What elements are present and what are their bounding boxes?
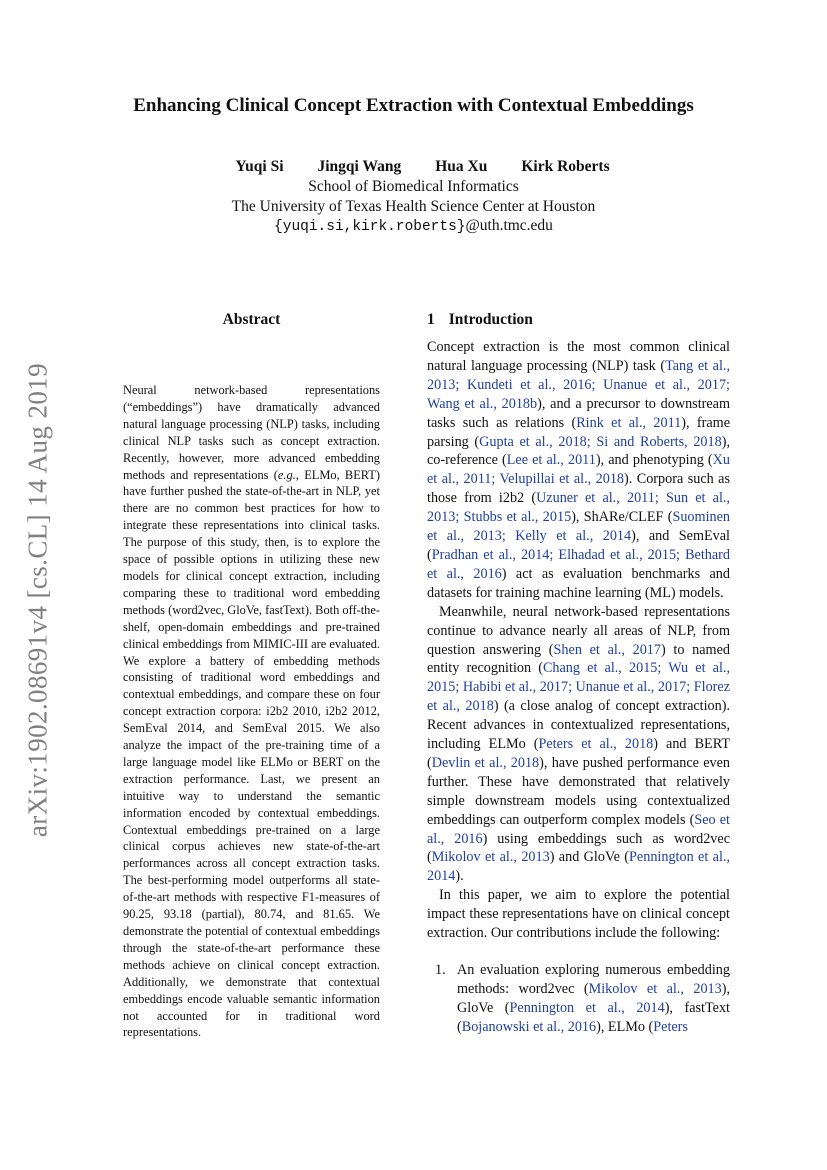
body-text: ), fastText (: [457, 999, 730, 1035]
introduction-body: [427, 338, 730, 1037]
citation-link[interactable]: Gupta et al., 2018; Si and Roberts, 2018: [479, 433, 722, 450]
body-text: ), have pushed performance even further. These have demonstrated that relatively simple downstream models using contextualized embeddings can outperform complex models (: [427, 754, 730, 828]
citation-link[interactable]: Mikolov et al., 2013: [431, 849, 550, 866]
citation-link[interactable]: Pennington et al., 2014: [509, 999, 665, 1016]
body-text: Meanwhile, neural network-based representations continue to advance nearly all areas of NLP, from question answering (: [427, 603, 730, 658]
author-email: [0, 216, 827, 238]
citation-link[interactable]: Mikolov et al., 2013: [588, 980, 722, 997]
intro-paragraph-1: [427, 338, 730, 603]
body-text: ), and SemEval (: [427, 528, 731, 563]
citation-link[interactable]: Seo et al., 2016: [427, 811, 730, 847]
body-text: ).: [455, 868, 464, 885]
citation-link[interactable]: Devlin et al., 2018: [431, 754, 540, 771]
body-text: ) and GloVe (: [549, 849, 630, 866]
abstract-body: [123, 382, 380, 1041]
body-text: In this paper, we aim to explore the potential impact these representations have on clinical concept extraction. Our contributions include the following:: [427, 887, 730, 942]
body-text: ), GloVe (: [457, 980, 731, 1016]
body-text: ), and a precursor to downstream tasks such as relations (: [427, 395, 730, 431]
intro-paragraph-3: [427, 886, 730, 943]
body-text: ), ELMo (: [596, 1018, 654, 1035]
body-text: ), ShARe/CLEF (: [571, 509, 673, 526]
author-list: [9, 157, 827, 177]
citation-link[interactable]: Pradhan et al., 2014; Elhadad et al., 2015; Bethard et al., 2016: [427, 546, 730, 582]
abstract-eg: e.g.: [277, 467, 296, 482]
citation-link[interactable]: Uzuner et al., 2011; Sun et al., 2013; Stubbs et al., 2015: [427, 490, 730, 526]
body-text: ) using embeddings such as word2vec (: [427, 830, 730, 866]
body-text: ), and phenotyping (: [595, 452, 713, 469]
paper-title: Enhancing Clinical Concept Extraction with Contextual Embeddings: [133, 95, 694, 116]
arxiv-stamp: arXiv:1902.08691v4 [cs.CL] 14 Aug 2019: [22, 362, 53, 838]
section-heading-introduction: [427, 310, 533, 330]
citation-link[interactable]: Shen et al., 2017: [553, 641, 661, 658]
affiliation-university: The University of Texas Health Science Center at Houston: [231, 197, 596, 215]
citation-link[interactable]: Pennington et al., 2014: [427, 849, 730, 885]
email-domain: @uth.tmc.edu: [465, 217, 553, 234]
author-name: Hua Xu: [435, 158, 488, 175]
abstract-text: , ELMo, BERT) have further pushed the state-of-the-art in NLP, yet there are no common best practices for how to integrate these representations into clinical tasks. The purpose of this study, then, is to explore the space of possible options in utilizing these new models for clinical concept extraction, including comparing these to traditional word embedding methods (word2vec, GloVe, fastText). Both off-the-shelf, open-domain embeddings and pre-trained clinical embeddings from MIMIC-III are evaluated. We explore a battery of embedding methods consisting of traditional word embeddings and contextual embeddings, and compare these on four concept extraction corpora: i2b2 2010, i2b2 2012, SemEval 2014, and SemEval 2015. We also analyze the impact of the pre-training time of a large language model like ELMo or BERT on the extraction performance. Last, we present an intuitive way to understand the semantic information encoded by contextual embeddings. Contextual embeddings pre-trained on a large clinical corpus achieves new state-of-the-art performances across all concept extraction tasks. The best-performing model outperforms all state-of-the-art methods with respective F1-measures of 90.25, 93.18 (partial), 80.74, and 81.65. We demonstrate the potential of contextual embeddings through the state-of-the-art performance these methods achieve on clinical concept extraction. Additionally, we demonstrate that contextual embeddings encode valuable semantic information not accounted for in traditional word representations.: [123, 467, 380, 1040]
list-item-text: [457, 962, 730, 1035]
author-name: Yuqi Si: [235, 158, 284, 175]
abstract-heading: Abstract: [222, 311, 281, 328]
section-number: 1: [427, 311, 435, 328]
citation-link[interactable]: Lee et al., 2011: [506, 452, 596, 469]
list-item: [427, 961, 730, 1037]
intro-paragraph-2: [427, 603, 730, 887]
section-title: Introduction: [448, 311, 533, 328]
author-name: Jingqi Wang: [317, 158, 402, 175]
body-text: ) act as evaluation benchmarks and datasets for training machine learning (ML) models.: [427, 565, 730, 601]
citation-link[interactable]: Xu et al., 2011; Velupillai et al., 2018: [427, 452, 730, 488]
body-text: ) (a close analog of concept extraction). Recent advances in contextualized representations, including ELMo (: [427, 698, 731, 753]
body-text: ). Corpora such as those from i2b2 (: [427, 471, 730, 507]
citation-link[interactable]: Rink et al., 2011: [576, 414, 682, 431]
author-name: Kirk Roberts: [521, 158, 610, 175]
affiliation-school: School of Biomedical Informatics: [308, 178, 519, 195]
body-text: Concept extraction is the most common clinical natural language processing (NLP) task (: [427, 339, 730, 374]
list-marker: 1.: [435, 962, 446, 978]
citation-link[interactable]: Peters et al., 2018: [538, 736, 654, 753]
body-text: ), co-reference (: [427, 433, 730, 469]
citation-link[interactable]: Bojanowski et al., 2016: [461, 1018, 597, 1035]
citation-link[interactable]: Chang et al., 2015; Wu et al., 2015; Habibi et al., 2017; Unanue et al., 2017; Florez et al., 2018: [427, 660, 730, 715]
abstract-text: Neural network-based representations (“embeddings”) have dramatically advanced natural language processing (NLP) tasks, including clinical NLP tasks such as concept extraction. Recently, however, more advanced embedding methods and representations (: [123, 383, 380, 482]
email-user: {yuqi.si,kirk.roberts}: [274, 219, 466, 235]
citation-link[interactable]: Suominen et al., 2013; Kelly et al., 2014: [427, 509, 730, 545]
citation-link[interactable]: Tang et al., 2013; Kundeti et al., 2016; Unanue et al., 2017; Wang et al., 2018b: [427, 357, 730, 412]
body-text: ) and BERT (: [427, 736, 730, 771]
body-text: ) to named entity recognition (: [427, 641, 730, 677]
body-text: ), frame parsing (: [427, 414, 730, 450]
citation-link[interactable]: Peters: [653, 1018, 688, 1035]
body-text: An evaluation exploring numerous embedding methods: word2vec (: [457, 962, 730, 997]
contributions-list: [427, 961, 730, 1037]
